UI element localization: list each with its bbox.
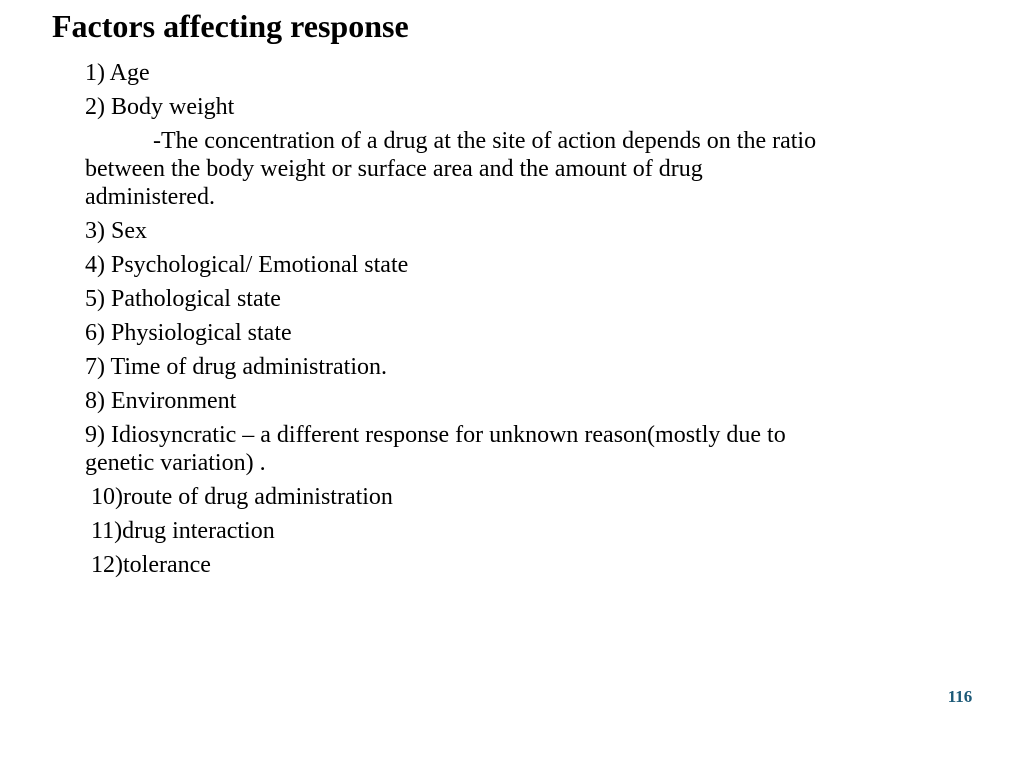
slide-line: 6) Physiological state [85, 320, 292, 346]
slide-title: Factors affecting response [52, 8, 409, 44]
slide-line: 1) Age [85, 60, 150, 86]
slide-line: 2) Body weight [85, 94, 235, 120]
slide-line: 3) Sex [85, 218, 147, 244]
slide-line: 12)tolerance [91, 552, 211, 578]
slide-line: 9) Idiosyncratic – a different response for unknown reason(mostly due to [85, 422, 786, 448]
slide-line: 5) Pathological state [85, 286, 281, 312]
slide-line: 10)route of drug administration [91, 484, 393, 510]
slide-line: 4) Psychological/ Emotional state [85, 252, 409, 278]
slide-line: administered. [85, 184, 215, 210]
slide-line: genetic variation) . [85, 450, 266, 476]
slide-body [0, 53, 1024, 579]
slide-line: 7) Time of drug administration. [85, 354, 387, 380]
slide-line: -The concentration of a drug at the site of action depends on the ratio [153, 128, 817, 154]
page-number: 116 [947, 687, 973, 706]
slide-line: between the body weight or surface area and the amount of drug [85, 156, 703, 182]
slide-line: 11)drug interaction [91, 518, 275, 544]
slide-line: 8) Environment [85, 388, 237, 414]
